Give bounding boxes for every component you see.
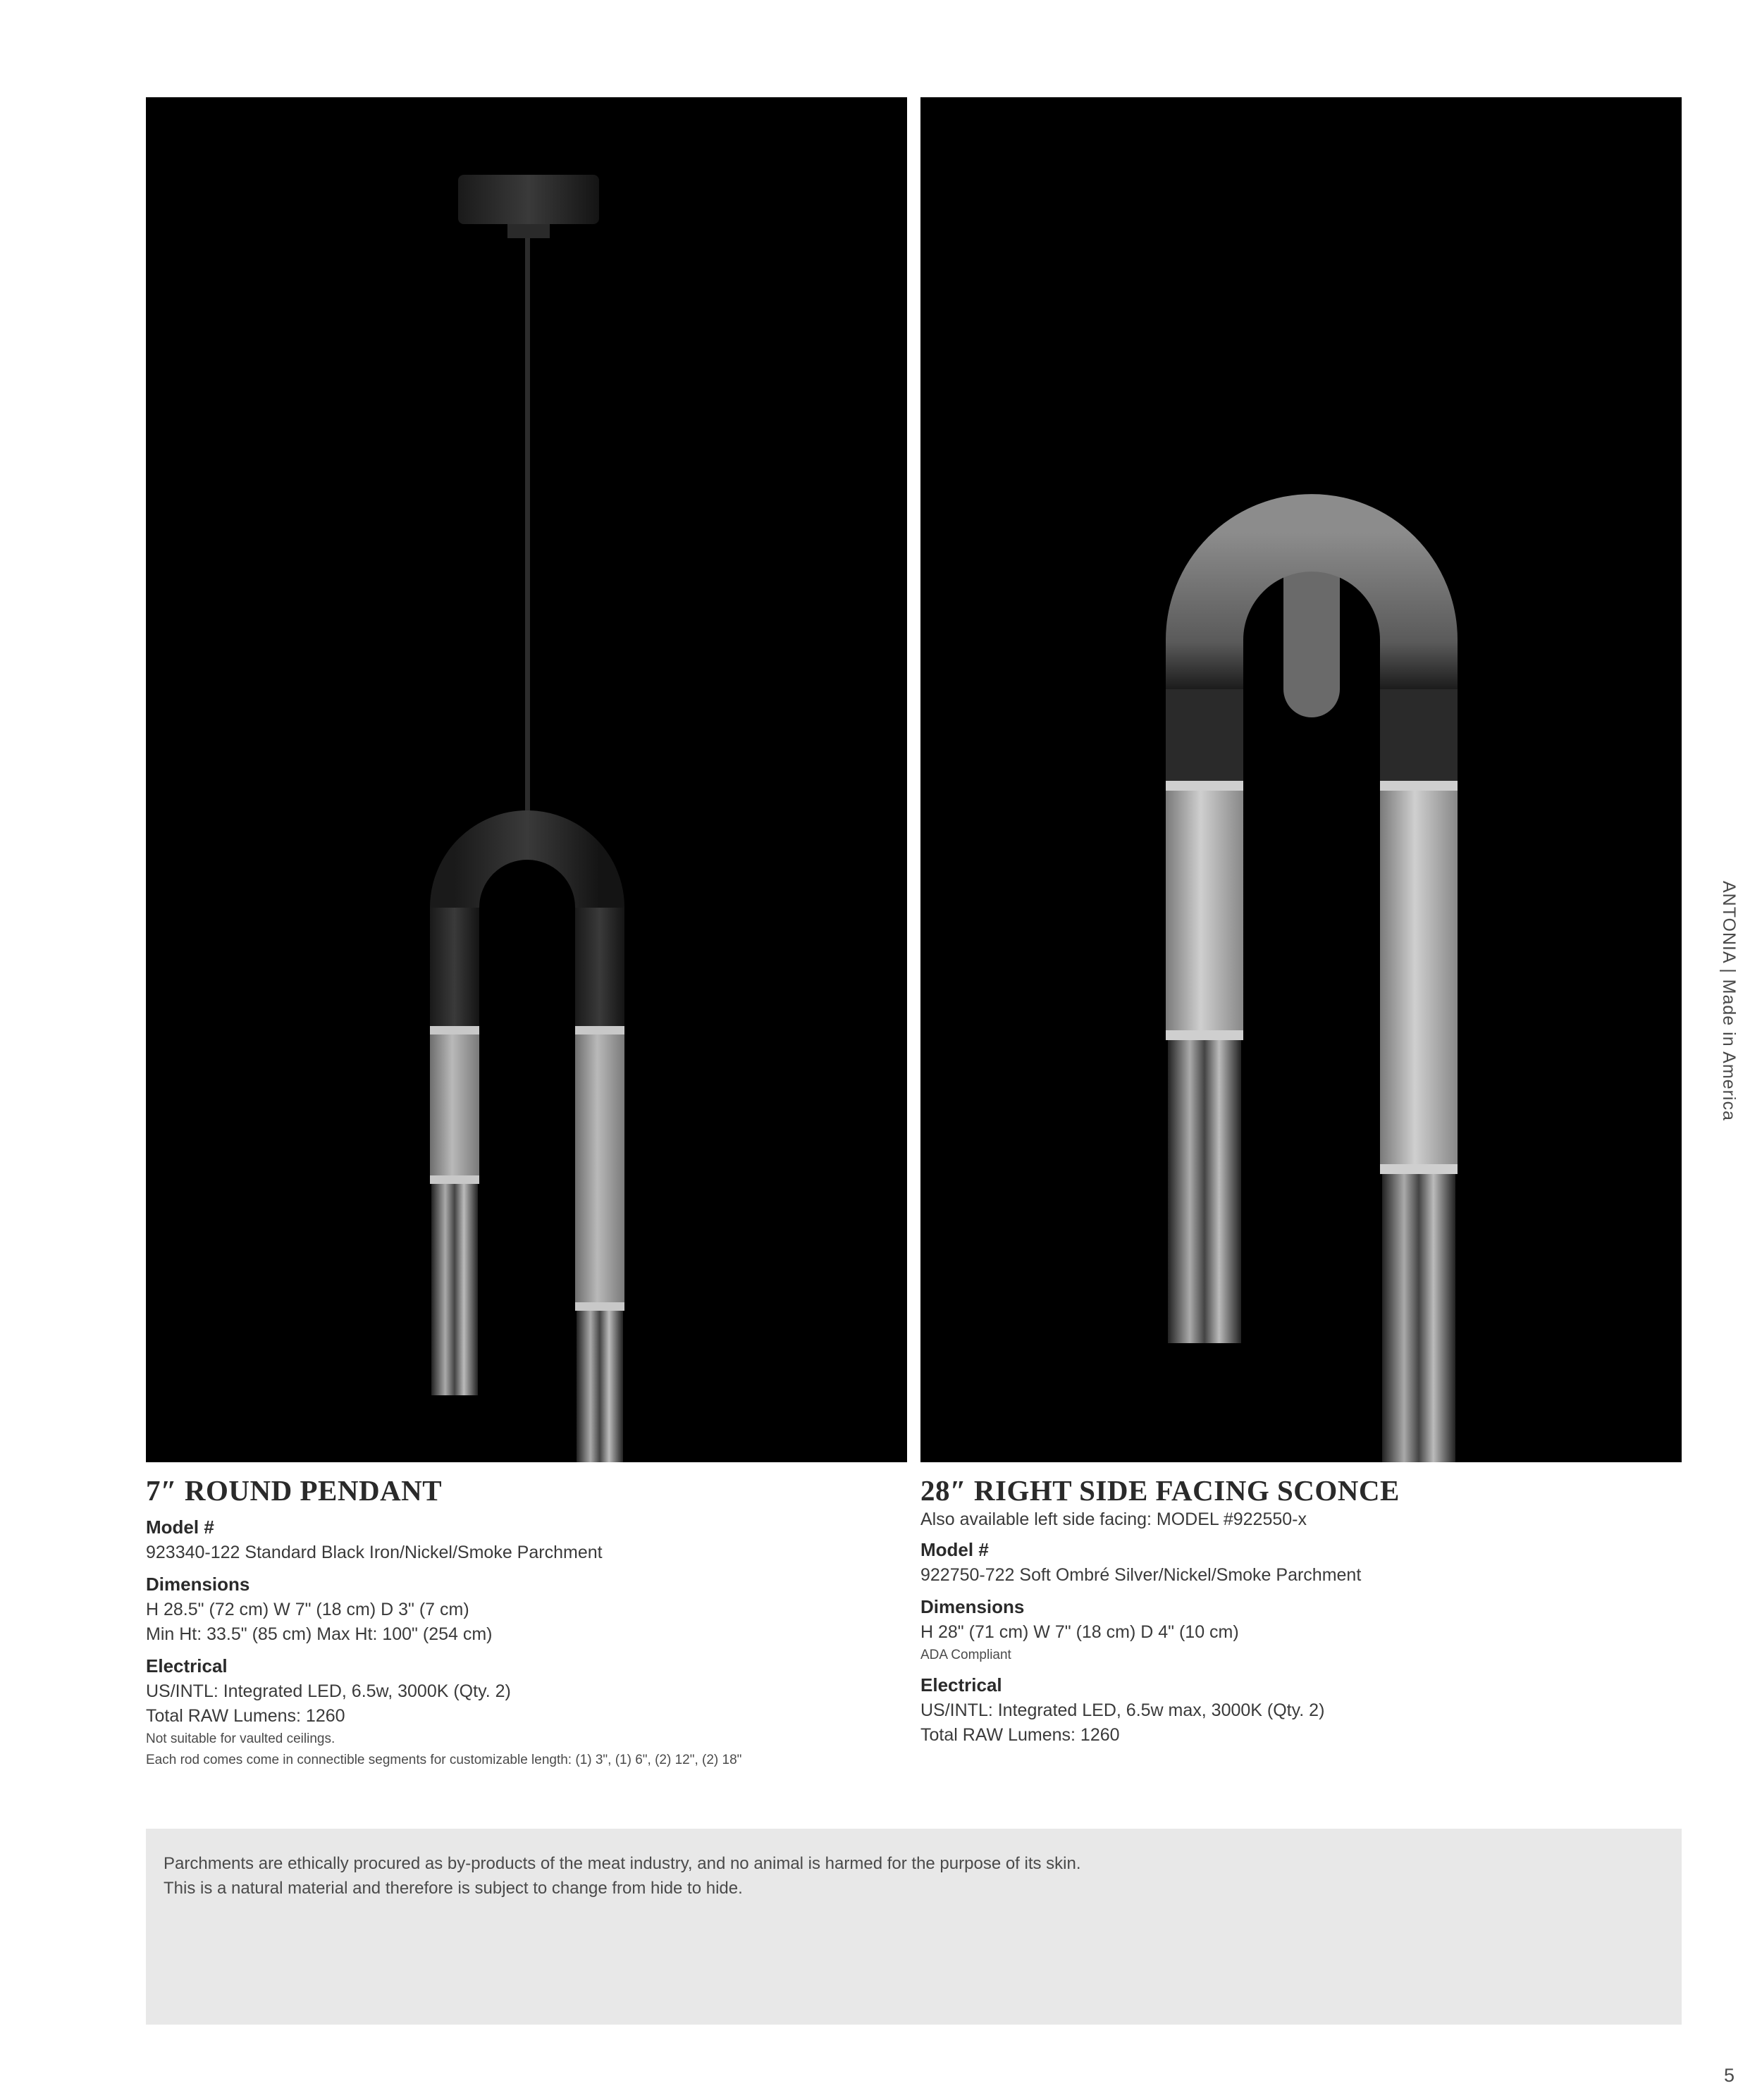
- pendant-details: [146, 1473, 907, 1771]
- availability-note: Also available left side facing: MODEL #922550-x: [920, 1509, 1307, 1529]
- dimensions-line: Min Ht: 33.5" (85 cm) Max Ht: 100" (254 cm): [146, 1624, 493, 1644]
- product-title: 28″ RIGHT SIDE FACING SCONCE: [920, 1474, 1400, 1507]
- parchment-segment: [575, 1034, 624, 1302]
- parchment-segment: [1380, 791, 1458, 1164]
- sconce-illustration: [920, 97, 1682, 1462]
- electrical-line: Total RAW Lumens: 1260: [920, 1725, 1120, 1745]
- parchment-segment: [1166, 791, 1243, 1030]
- glass-rod: [431, 1184, 478, 1395]
- dimensions-line: H 28.5" (72 cm) W 7" (18 cm) D 3" (7 cm): [146, 1600, 469, 1619]
- product-note: Each rod comes come in connectible segments for customizable length: (1) 3", (1) 6", (2) 12", (2) 18": [146, 1753, 742, 1767]
- collection-side-label: [1708, 881, 1750, 1142]
- canopy: [458, 175, 599, 224]
- side-label-text: ANTONIA | Made in America: [1719, 881, 1739, 1121]
- dimensions-line: H 28" (71 cm) W 7" (18 cm) D 4" (10 cm): [920, 1622, 1239, 1642]
- sconce-photo: [920, 97, 1682, 1462]
- model-label: Model #: [146, 1517, 214, 1538]
- pendant-photo: [146, 97, 907, 1462]
- glass-rod: [1382, 1174, 1455, 1462]
- electrical-line: US/INTL: Integrated LED, 6.5w, 3000K (Qty. 2): [146, 1681, 511, 1701]
- footnote-line: This is a natural material and therefore is subject to change from hide to hide.: [164, 1879, 743, 1898]
- pendant-illustration: [146, 97, 907, 1462]
- electrical-line: US/INTL: Integrated LED, 6.5w max, 3000K (Qty. 2): [920, 1700, 1325, 1720]
- electrical-line: Total RAW Lumens: 1260: [146, 1706, 345, 1726]
- model-label: Model #: [920, 1539, 989, 1560]
- glass-rod: [577, 1311, 623, 1462]
- product-title: 7″ ROUND PENDANT: [146, 1474, 443, 1507]
- cord: [525, 238, 530, 858]
- dimensions-label: Dimensions: [146, 1574, 250, 1595]
- parchment-footnote: [146, 1829, 1682, 2025]
- product-note: Not suitable for vaulted ceilings.: [146, 1731, 335, 1746]
- glass-rod: [1168, 1040, 1241, 1343]
- parchment-segment: [430, 1034, 479, 1175]
- electrical-label: Electrical: [920, 1674, 1002, 1696]
- dimensions-label: Dimensions: [920, 1596, 1025, 1617]
- model-value: 922750-722 Soft Ombré Silver/Nickel/Smoke Parchment: [920, 1565, 1362, 1585]
- ada-note: ADA Compliant: [920, 1648, 1011, 1662]
- model-value: 923340-122 Standard Black Iron/Nickel/Smoke Parchment: [146, 1543, 603, 1562]
- footnote-line: Parchments are ethically procured as by-products of the meat industry, and no animal is harmed for the purpose of its skin.: [164, 1854, 1081, 1873]
- page-number: 5: [1724, 2065, 1735, 2086]
- electrical-label: Electrical: [146, 1655, 228, 1676]
- sconce-details: [920, 1473, 1682, 1748]
